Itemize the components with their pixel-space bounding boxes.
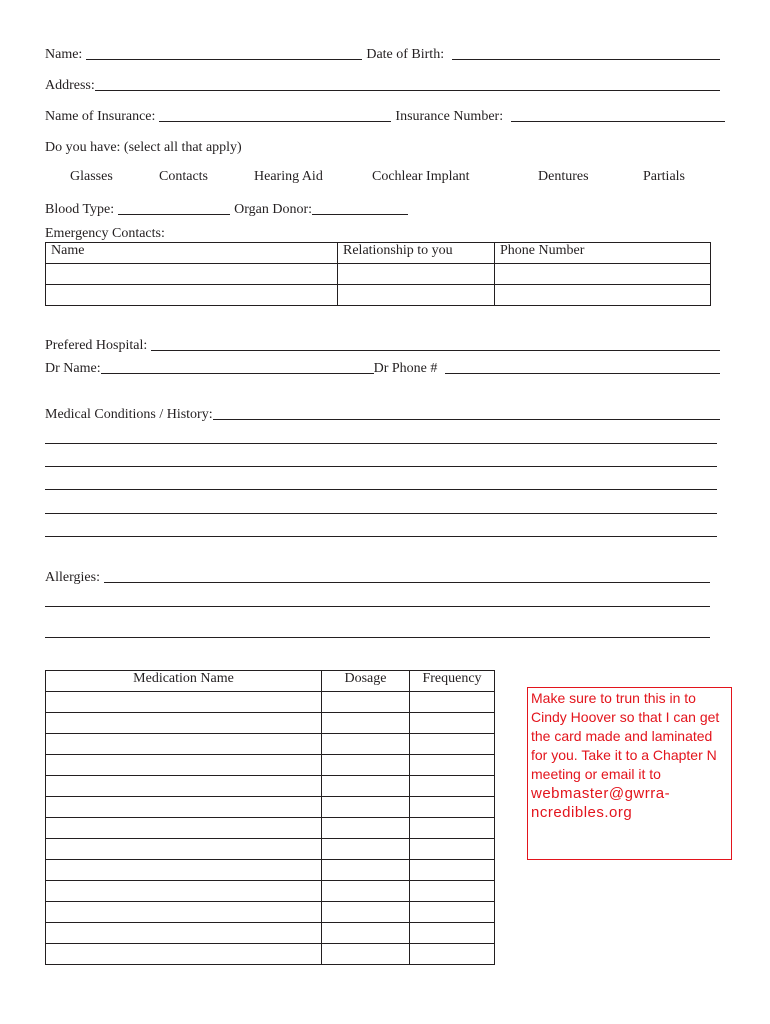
header-phone: Phone Number: [495, 243, 711, 264]
table-cell[interactable]: [322, 797, 410, 818]
table-cell[interactable]: [322, 734, 410, 755]
insurance-number-field[interactable]: [511, 118, 725, 122]
table-cell[interactable]: [322, 818, 410, 839]
option-contacts[interactable]: Contacts: [159, 169, 208, 184]
hospital-field[interactable]: [151, 347, 720, 351]
allergies-row: [45, 568, 710, 586]
table-cell[interactable]: [322, 839, 410, 860]
insurance-row: [45, 107, 725, 125]
insurance-name-label: Name of Insurance:: [45, 109, 156, 124]
option-glasses[interactable]: Glasses: [70, 169, 113, 184]
table-cell[interactable]: [46, 881, 322, 902]
table-row: [46, 839, 495, 860]
table-cell[interactable]: [410, 692, 495, 713]
table-row: [46, 860, 495, 881]
table-cell[interactable]: [410, 881, 495, 902]
blood-organ-row: [45, 200, 720, 218]
blood-type-field[interactable]: [118, 211, 230, 215]
table-cell[interactable]: [322, 776, 410, 797]
table-cell[interactable]: [46, 860, 322, 881]
header-name: Name: [46, 243, 338, 264]
insurance-name-field[interactable]: [159, 118, 391, 122]
table-row: [46, 264, 711, 285]
table-cell[interactable]: [46, 923, 322, 944]
table-cell[interactable]: [410, 713, 495, 734]
option-cochlear-implant[interactable]: Cochlear Implant: [372, 169, 470, 184]
table-cell[interactable]: [410, 734, 495, 755]
dob-field[interactable]: [452, 56, 720, 60]
table-cell[interactable]: [322, 881, 410, 902]
table-cell[interactable]: [322, 902, 410, 923]
insurance-number-label: Insurance Number:: [395, 109, 504, 124]
table-cell[interactable]: [410, 797, 495, 818]
medical-line[interactable]: [45, 466, 717, 467]
table-cell[interactable]: [322, 713, 410, 734]
header-frequency: Frequency: [410, 671, 495, 692]
table-cell[interactable]: [410, 839, 495, 860]
blood-type-label: Blood Type:: [45, 202, 115, 217]
table-row: [46, 923, 495, 944]
medical-line[interactable]: [45, 489, 717, 490]
emergency-contacts-row: [45, 224, 720, 242]
name-dob-row: [45, 45, 720, 63]
medical-line[interactable]: [45, 536, 717, 537]
dr-phone-field[interactable]: [445, 370, 720, 374]
table-cell[interactable]: [46, 902, 322, 923]
organ-donor-field[interactable]: [312, 211, 408, 215]
header-relationship: Relationship to you: [338, 243, 495, 264]
table-cell[interactable]: [46, 839, 322, 860]
table-cell[interactable]: [46, 797, 322, 818]
allergies-line[interactable]: [45, 637, 710, 638]
medical-line[interactable]: [45, 513, 717, 514]
table-cell[interactable]: [495, 264, 711, 285]
dr-name-field[interactable]: [101, 370, 374, 374]
option-partials[interactable]: Partials: [643, 169, 685, 184]
table-cell[interactable]: [46, 713, 322, 734]
do-you-have-label: Do you have: (select all that apply): [45, 140, 242, 155]
table-row: [46, 692, 495, 713]
hospital-label: Prefered Hospital:: [45, 338, 148, 353]
table-cell[interactable]: [410, 776, 495, 797]
table-cell[interactable]: [495, 285, 711, 306]
medical-row: [45, 405, 720, 423]
option-dentures[interactable]: Dentures: [538, 169, 589, 184]
table-row: [46, 902, 495, 923]
table-cell[interactable]: [322, 860, 410, 881]
table-cell[interactable]: [46, 755, 322, 776]
table-row: [46, 734, 495, 755]
hospital-row: [45, 336, 720, 354]
table-cell[interactable]: [410, 902, 495, 923]
table-row: [46, 285, 711, 306]
dr-name-label: Dr Name:: [45, 361, 101, 376]
table-cell[interactable]: [322, 692, 410, 713]
emergency-contacts-label: Emergency Contacts:: [45, 226, 165, 241]
medical-field[interactable]: [213, 416, 720, 420]
table-cell[interactable]: [46, 692, 322, 713]
allergies-field[interactable]: [104, 579, 710, 583]
table-cell[interactable]: [46, 734, 322, 755]
table-cell[interactable]: [322, 944, 410, 965]
table-row: [46, 797, 495, 818]
allergies-label: Allergies:: [45, 570, 100, 585]
header-dosage: Dosage: [322, 671, 410, 692]
name-field[interactable]: [86, 56, 362, 60]
table-cell[interactable]: [410, 923, 495, 944]
medication-table: [45, 670, 495, 965]
table-cell[interactable]: [410, 944, 495, 965]
address-label: Address:: [45, 78, 95, 93]
table-row: [46, 881, 495, 902]
table-row: [46, 776, 495, 797]
allergies-line[interactable]: [45, 606, 710, 607]
option-hearing-aid[interactable]: Hearing Aid: [254, 169, 323, 184]
table-cell[interactable]: [410, 818, 495, 839]
table-row: [46, 755, 495, 776]
table-cell[interactable]: [410, 755, 495, 776]
address-field[interactable]: [95, 87, 720, 91]
table-row: [46, 713, 495, 734]
doctor-row: [45, 359, 720, 377]
note-text: Make sure to trun this in to Cindy Hoover so that I can get the card made and laminated for you. Take it to a Chapter N meeting or email it to: [531, 690, 720, 782]
table-cell[interactable]: [46, 264, 338, 285]
table-row: [46, 818, 495, 839]
name-label: Name:: [45, 47, 83, 62]
header-medication-name: Medication Name: [46, 671, 322, 692]
instruction-note: [527, 687, 732, 860]
note-email: webmaster@gwrra-ncredibles.org: [531, 785, 671, 821]
medical-line[interactable]: [45, 443, 717, 444]
table-cell[interactable]: [46, 944, 322, 965]
organ-donor-label: Organ Donor:: [234, 202, 313, 217]
table-cell[interactable]: [46, 776, 322, 797]
medical-label: Medical Conditions / History:: [45, 407, 213, 422]
table-row: [46, 944, 495, 965]
table-cell[interactable]: [46, 818, 322, 839]
table-row: [46, 671, 495, 692]
emergency-contacts-table: [45, 242, 711, 306]
table-row: [46, 243, 711, 264]
table-cell[interactable]: [322, 755, 410, 776]
address-row: [45, 76, 720, 94]
table-cell[interactable]: [410, 860, 495, 881]
table-cell[interactable]: [338, 285, 495, 306]
dr-phone-label: Dr Phone #: [373, 361, 438, 376]
table-cell[interactable]: [46, 285, 338, 306]
table-cell[interactable]: [322, 923, 410, 944]
dob-label: Date of Birth:: [366, 47, 445, 62]
do-you-have-row: [45, 138, 720, 156]
table-cell[interactable]: [338, 264, 495, 285]
